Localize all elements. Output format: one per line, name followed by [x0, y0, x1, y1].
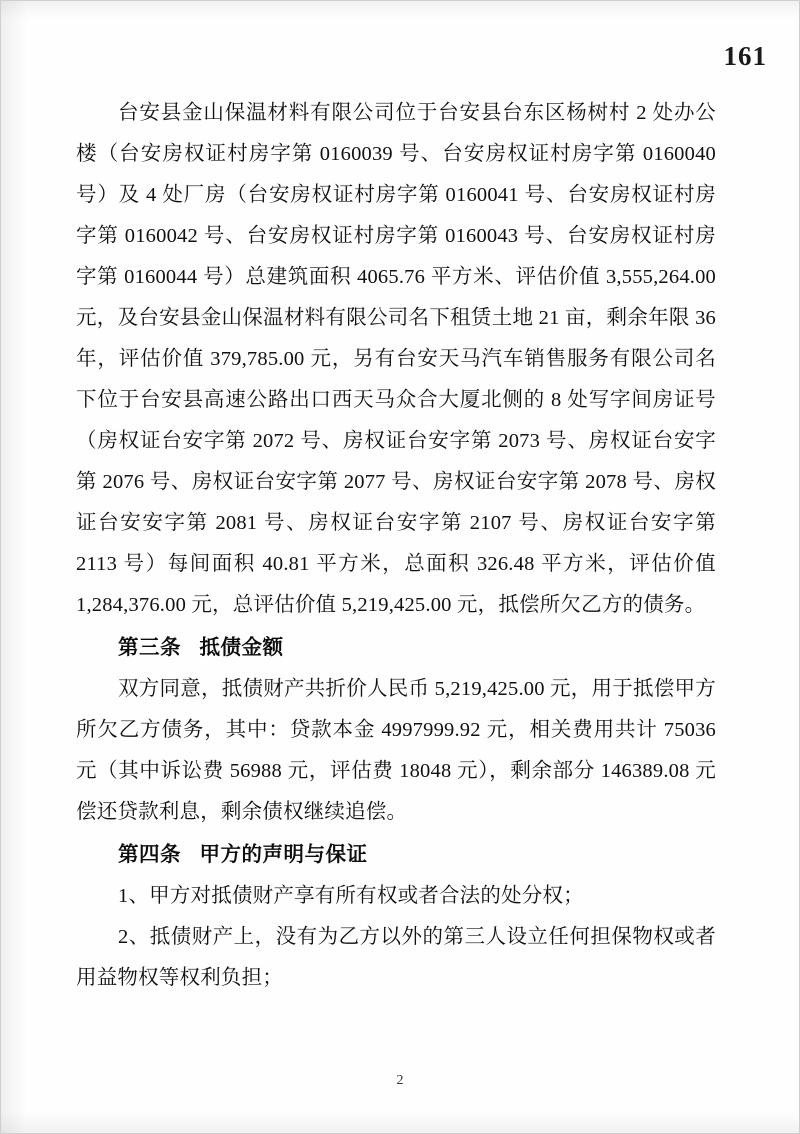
list-item: 2、抵债财产上，没有为乙方以外的第三人设立任何担保物权或者用益物权等权利负担；: [76, 926, 716, 989]
document-body: [76, 93, 716, 999]
paragraph-collateral-description: 台安县金山保温材料有限公司位于台安县台东区杨树村 2 处办公楼（台安房权证村房字第 0160039 号、台安房权证村房字第 0160040 号）及 4 处厂房（台安房权证村房字第 0160041 号、台安房权证村房字第 0160042 号、台安房权证村房字第 0160043 号、台安房权证村房字第 0160044 号）总建筑面积 4065.76 平方米、评估价值 3,555,264.00 元，及台安县金山保温材料有限公司名下租赁土地 21 亩，剩余年限 36 年，评估价值 379,785.00 元，另有台安天马汽车销售服务有限公司名下位于台安县高速公路出口西天马众合大厦北侧的 8 处写字间房证号（房权证台安字第 2072 号、房权证台安字第 2073 号、房权证台安字第 2076 号、房权证台安字第 2077 号、房权证台安字第 2078 号、房权证台安安字第 2081 号、房权证台安字第 2107 号、房权证台安字第 2113 号）每间面积 40.81 平方米，总面积 326.48 平方米，评估价值 1,284,376.00 元，总评估价值 5,219,425.00 元，抵偿所欠乙方的债务。: [76, 102, 716, 616]
section-three-label: 第三条: [118, 637, 182, 659]
page-number-top: 161: [723, 41, 767, 71]
page-canvas: [1, 1, 799, 1133]
section-three-title: 抵债金额: [199, 637, 284, 659]
section-heading-four: [76, 835, 716, 876]
scan-edge-shadow-top: [1, 1, 799, 19]
footer-page-number: 2: [396, 1073, 404, 1088]
section-four-title: 甲方的声明与保证: [199, 844, 368, 866]
list-item: 1、甲方对抵债财产享有所有权或者合法的处分权；: [118, 885, 584, 907]
paragraph-section-three-body: 双方同意，抵债财产共折价人民币 5,219,425.00 元，用于抵偿甲方所欠乙方债务，其中：贷款本金 4997999.92 元，相关费用共计 75036 元（其中诉讼费 56988 元，评估费 18048 元），剩余部分 146389.08 元偿还贷款利息，剩余债权继续追偿。: [76, 678, 716, 823]
section-four-label: 第四条: [118, 844, 182, 866]
scan-edge-shadow-bottom: [1, 1111, 799, 1133]
scan-edge-shadow-left: [1, 1, 27, 1133]
section-heading-three: [76, 628, 716, 669]
